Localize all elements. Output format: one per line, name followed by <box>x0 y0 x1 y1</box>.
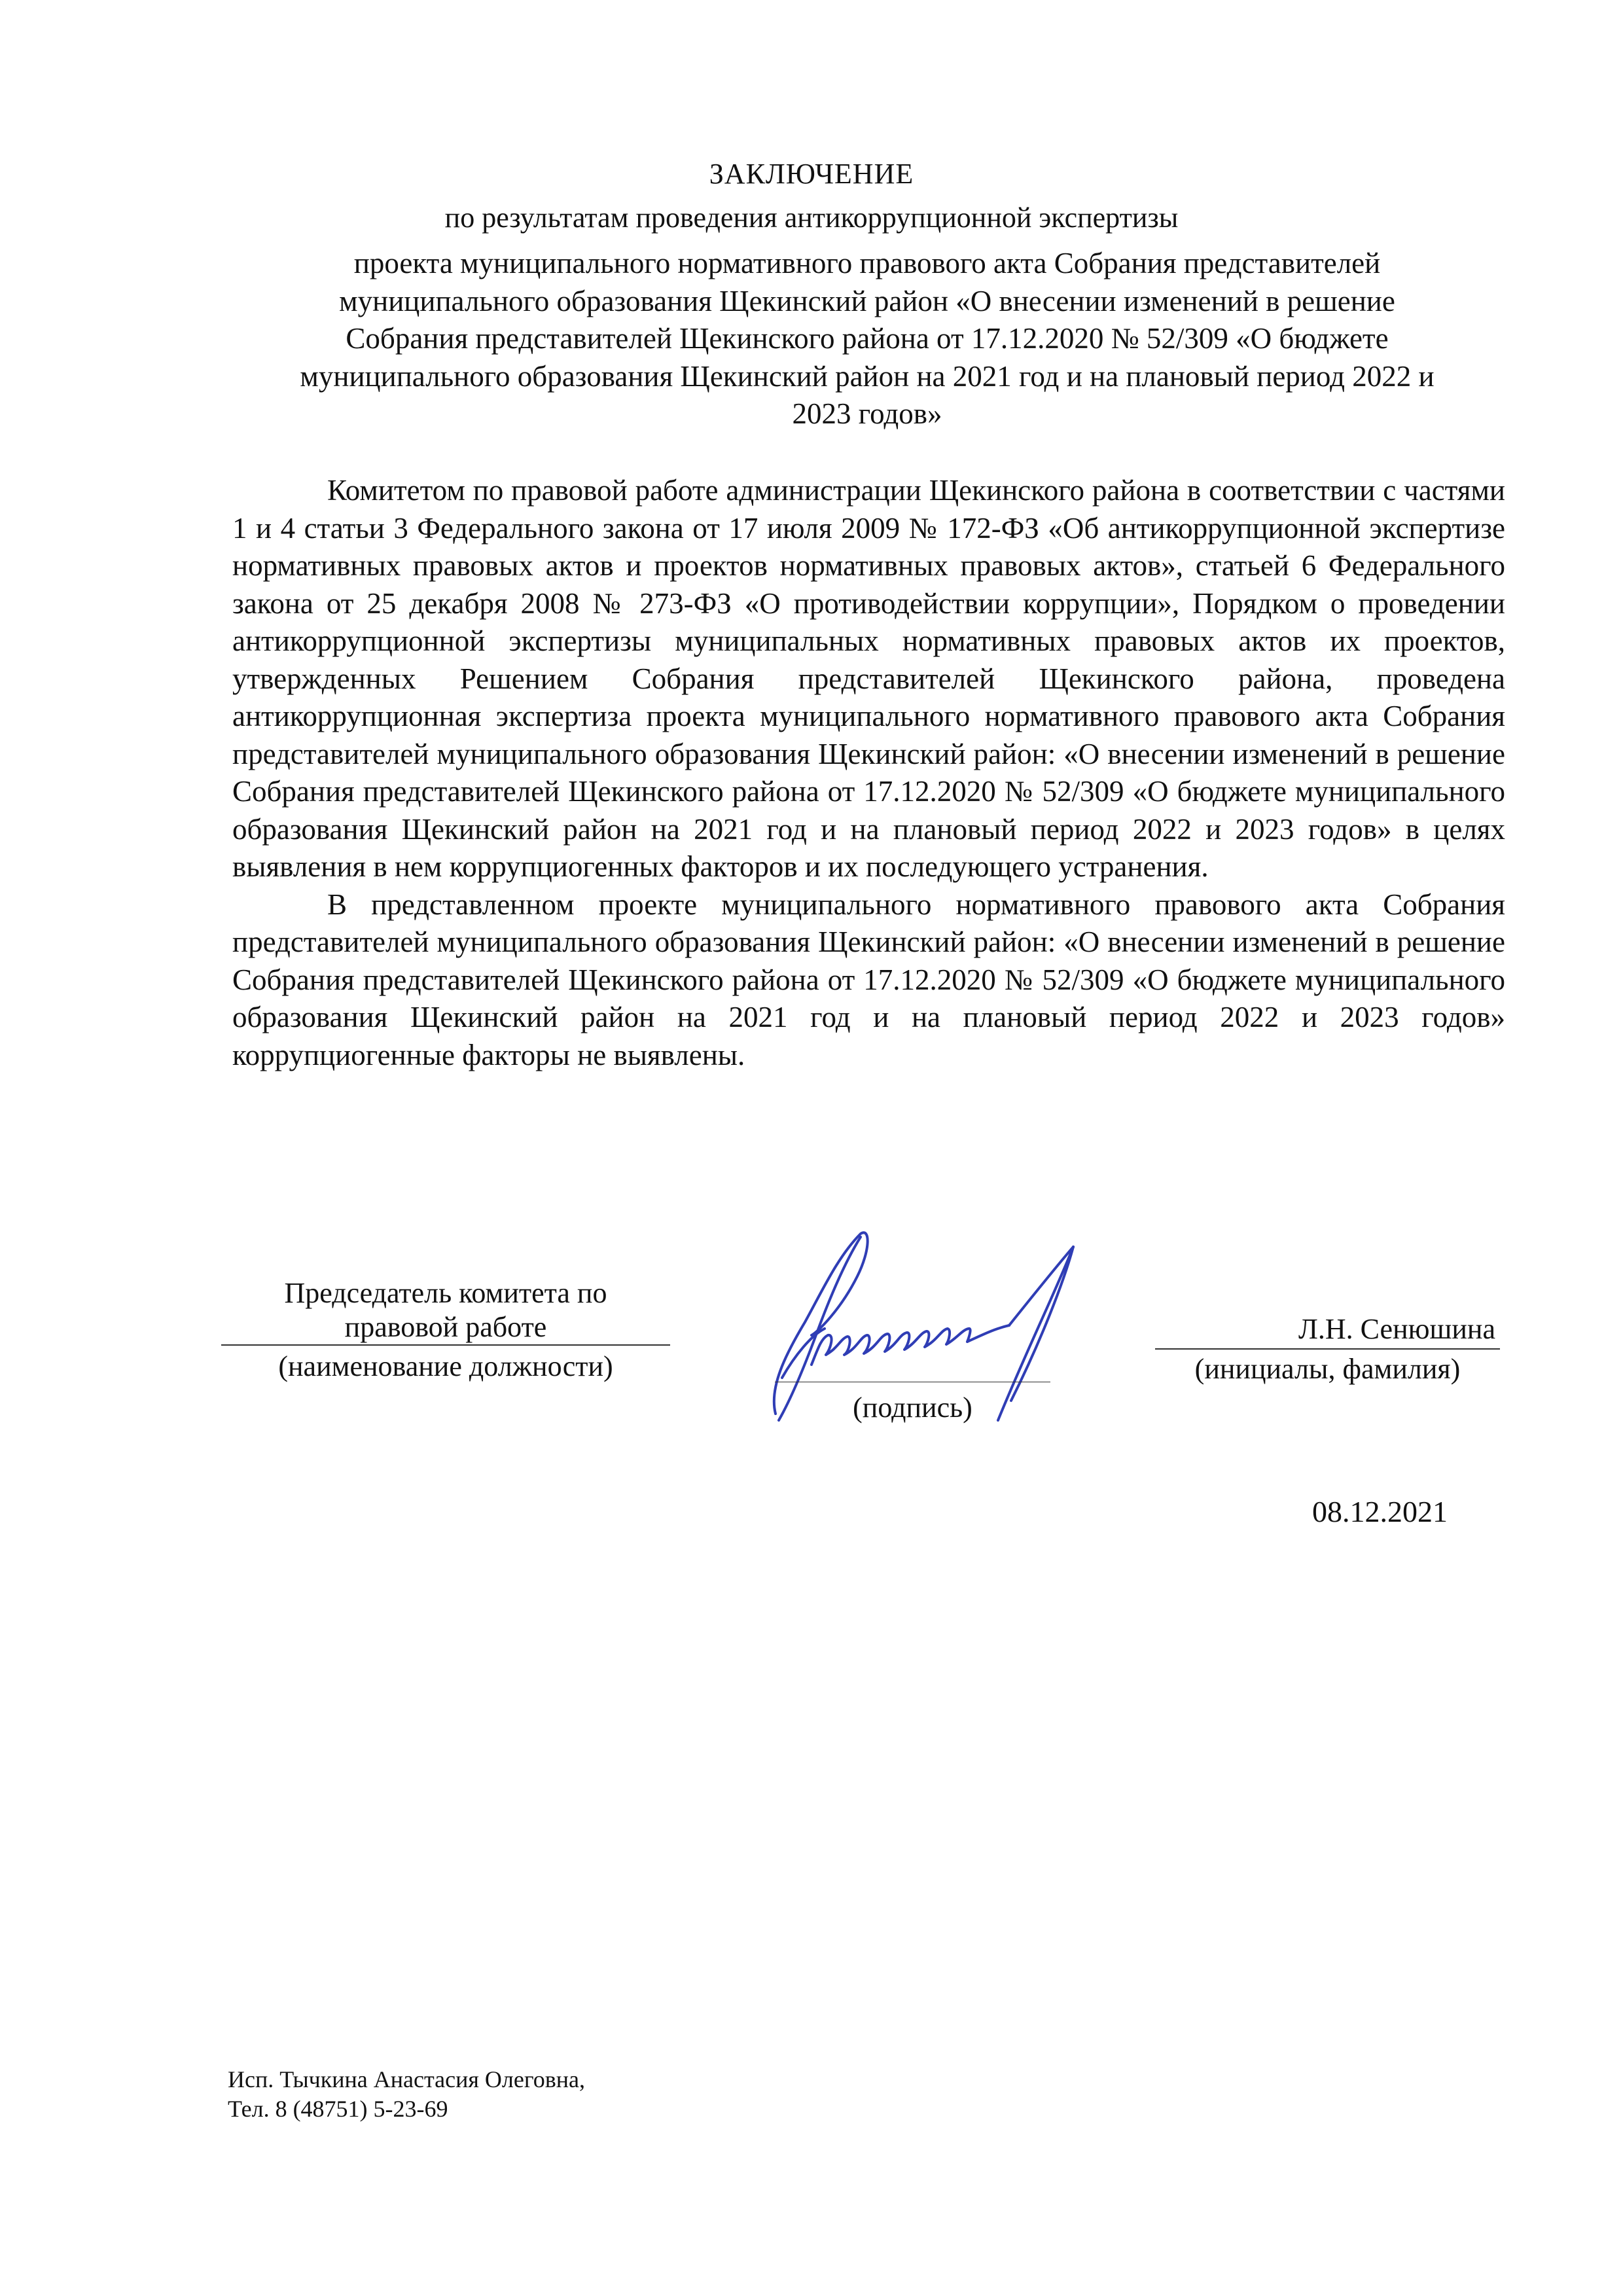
name-underline <box>1155 1348 1500 1350</box>
document-body <box>232 472 1505 1074</box>
body-paragraph-1: Комитетом по правовой работе администрации Щекинского района в соответствии с частями 1 и 4 статьи 3 Федерального закона от 17 июля 2009 № 172-ФЗ «Об антикоррупционной экспертизе нормативных правовых актов и проектов нормативных правовых актов», статьей 6 Федерального закона от 25 декабря 2008 № 273-ФЗ «О противодействии коррупции», Порядком о проведении антикоррупционной экспертизы муниципальных нормативных правовых актов их проектов, утвержденных Решением Собрания представителей Щекинского района, проведена антикоррупционная экспертиза проекта муниципального нормативного правового акта Собрания представителей муниципального образования Щекинский район: «О внесении изменений в решение Собрания представителей Щекинского района от 17.12.2020 № 52/309 «О бюджете муниципального образования Щекинский район на 2021 год и на плановый период 2022 и 2023 годов» в целях выявления в нем коррупциогенных факторов и их последующего устранения. <box>232 474 1505 883</box>
body-paragraph-2: В представленном проекте муниципального нормативного правового акта Собрания представителей муниципального образования Щекинский район: «О внесении изменений в решение Собрания представителей Щекинского района от 17.12.2020 № 52/309 «О бюджете муниципального образования Щекинский район на 2021 год и на плановый период 2022 и 2023 годов» коррупциогенные факторы не выявлены. <box>232 888 1505 1071</box>
executor-name: Исп. Тычкина Анастасия Олеговна, <box>228 2066 585 2092</box>
signer-name: Л.Н. Сенюшина <box>1298 1313 1495 1345</box>
subject-line: муниципального образования Щекинский район «О внесении изменений в решение <box>339 284 1395 317</box>
name-caption: (инициалы, фамилия) <box>1194 1353 1461 1385</box>
position-title-line: Председатель комитета по <box>284 1277 607 1309</box>
signature-caption: (подпись) <box>853 1391 972 1424</box>
position-caption: (наименование должности) <box>278 1350 613 1382</box>
position-title <box>221 1276 670 1344</box>
document-date: 08.12.2021 <box>1312 1495 1448 1528</box>
executor-info <box>228 2065 585 2124</box>
position-underline <box>221 1344 670 1346</box>
subject-line: 2023 годов» <box>792 397 942 430</box>
document-subject <box>229 245 1505 433</box>
subject-line: проекта муниципального нормативного правового акта Собрания представителей <box>353 247 1381 279</box>
executor-phone: Тел. 8 (48751) 5-23-69 <box>228 2096 448 2122</box>
document-heading: ЗАКЛЮЧЕНИЕ <box>709 158 914 190</box>
subject-line: муниципального образования Щекинский район на 2021 год и на плановый период 2022 и <box>300 359 1435 393</box>
document-subheading: по результатам проведения антикоррупционной экспертизы <box>444 202 1179 234</box>
subject-line: Собрания представителей Щекинского района от 17.12.2020 № 52/309 «О бюджете <box>346 322 1389 355</box>
position-title-line: правовой работе <box>344 1311 547 1343</box>
